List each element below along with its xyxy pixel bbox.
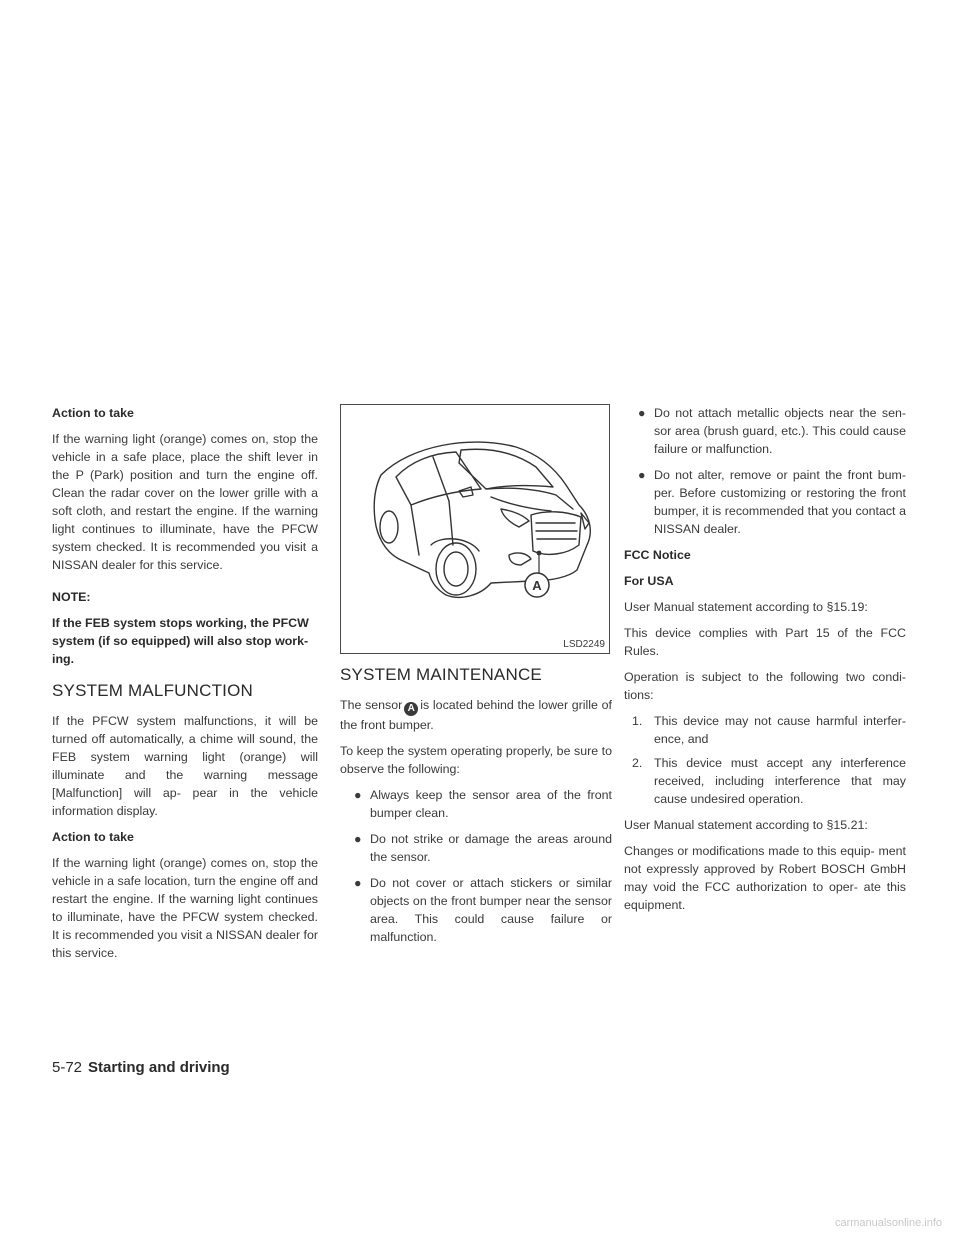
note-text: If the FEB system stops working, the PFCW system (if so equipped) will also stop work- ing. [52, 616, 309, 666]
vehicle-illustration [341, 405, 609, 653]
column-left [52, 404, 318, 970]
list-item: 1. This device may not cause harmful interfer- ence, and [632, 714, 906, 746]
malfunction-text: If the PFCW system malfunctions, it will be turned off automatically, a chime will sound, the FEB system warning light (orange) will illuminate and the warning message [Malfunction] will ap- pear in the vehicle information display. [52, 714, 318, 818]
for-usa-heading: For USA [624, 574, 674, 588]
statement-15-19: User Manual statement according to §15.19: [624, 600, 868, 614]
list-item: ● Do not alter, remove or paint the front bum- per. Before customizing or restoring the front bumper, it is recommended that you contact a NISSAN dealer. [638, 468, 906, 536]
list-item: ● Do not cover or attach stickers or similar objects on the front bumper near the sensor area. This could cause failure or malfunction. [354, 876, 612, 944]
complies-text: This device complies with Part 15 of the FCC Rules. [624, 626, 906, 658]
note-label: NOTE: [52, 590, 91, 604]
action-heading-2: Action to take [52, 830, 134, 844]
list-item: ● Do not attach metallic objects near the sen- sor area (brush guard, etc.). This could cause failure or malfunction. [638, 406, 906, 456]
section-title: Starting and driving [88, 1059, 230, 1076]
fcc-notice-heading: FCC Notice [624, 548, 691, 562]
sensor-location-text: The sensor A is located behind the lower grille of the front bumper. [340, 698, 613, 732]
system-maintenance-heading: SYSTEM MAINTENANCE [340, 665, 542, 684]
sensor-callout-badge: A [404, 702, 418, 716]
maintenance-bullet-list [340, 786, 612, 946]
action-text-2: If the warning light (orange) comes on, stop the vehicle in a safe location, turn the engine off and restart the engine. If the warning light continues to illuminate, have the PFCW system checked. It is recommended you visit a NISSAN dealer for this service. [52, 856, 318, 960]
sensor-location-figure [340, 404, 610, 654]
figure-callout-label: A [532, 578, 542, 593]
column-middle [340, 404, 612, 954]
figure-code: LSD2249 [563, 639, 605, 650]
bullet-icon: ● [638, 406, 646, 420]
conditions-list [624, 712, 906, 808]
action-text-1: If the warning light (orange) comes on, stop the vehicle in a safe place, place the shift lever in the P (Park) position and turn the engine off. Clean the radar cover on the lower grille with a soft cloth, and restart the engine. If the warning light continues to illuminate, have the PFCW system checked. It is recommended you visit a NISSAN dealer for this service. [52, 432, 318, 572]
operation-text: Operation is subject to the following two condi- tions: [624, 670, 906, 702]
bullet-icon: ● [638, 468, 646, 482]
column-right [624, 404, 906, 922]
list-item: ● Always keep the sensor area of the front bumper clean. [354, 788, 612, 820]
maintenance-bullet-list-continued [624, 404, 906, 538]
watermark: carmanualsonline.info [834, 1217, 942, 1229]
list-item: 2. This device must accept any interference received, including interference that may cause undesired operation. [632, 756, 906, 806]
changes-text: Changes or modifications made to this equip- ment not expressly approved by Robert BOSCH GmbH may void the FCC authorization to oper- ate this equipment. [624, 844, 906, 912]
list-item: ● Do not strike or damage the areas around the sensor. [354, 832, 612, 864]
system-malfunction-heading: SYSTEM MALFUNCTION [52, 681, 254, 700]
bullet-icon: ● [354, 876, 362, 890]
keep-system-text: To keep the system operating properly, be sure to observe the following: [340, 744, 612, 776]
page-footer [52, 1058, 230, 1078]
page-number: 5-72 [52, 1059, 83, 1076]
bullet-icon: ● [354, 832, 362, 846]
action-heading-1: Action to take [52, 406, 134, 420]
bullet-icon: ● [354, 788, 362, 802]
statement-15-21: User Manual statement according to §15.21: [624, 818, 868, 832]
